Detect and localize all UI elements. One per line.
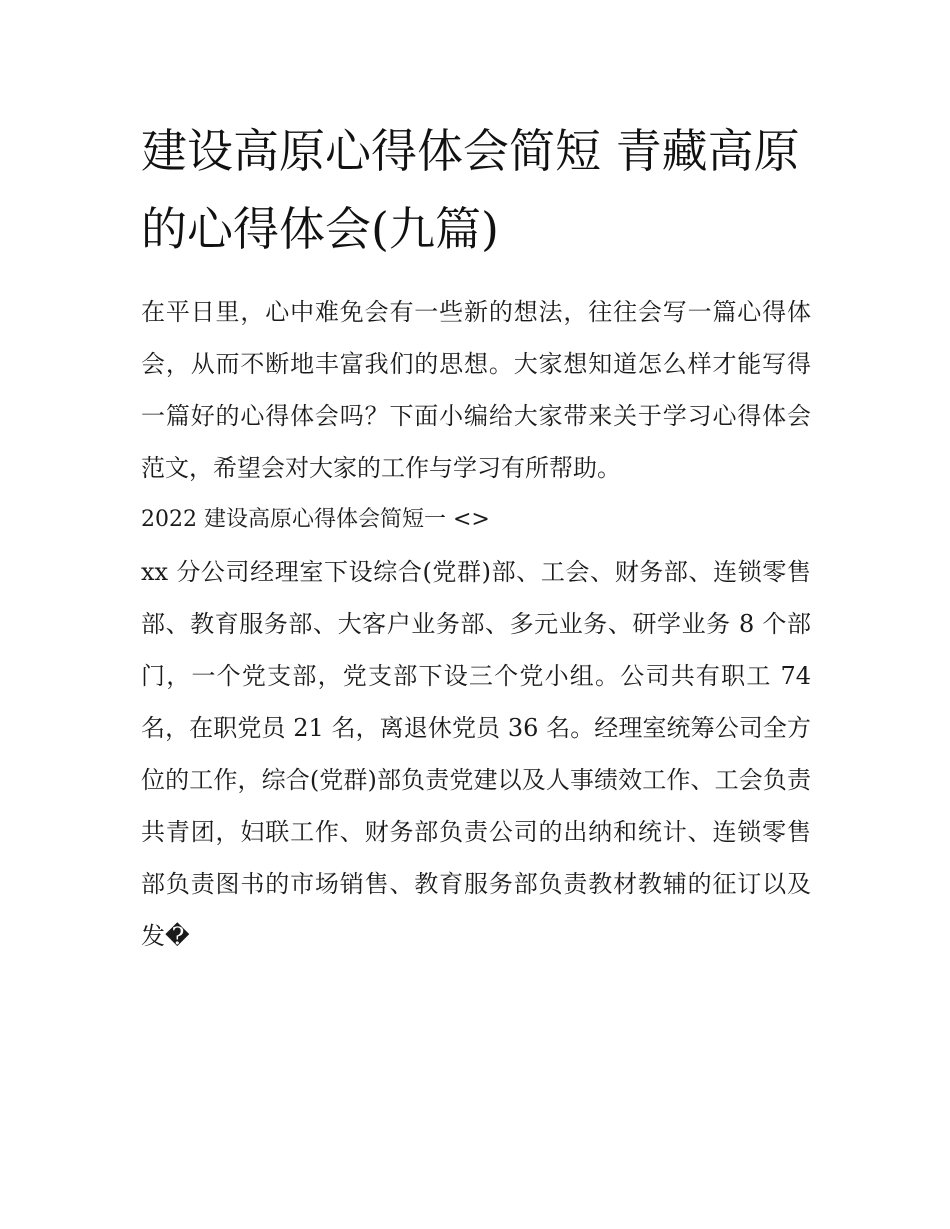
body-paragraph: xx 分公司经理室下设综合(党群)部、工会、财务部、连锁零售部、教育服务部、大客户业务部、多元业务、研学业务 8 个部门，一个党支部，党支部下设三个党小组。公司共有职工 74 名，在职党员 21 名，离退休党员 36 名。经理室统筹公司全方位的工作，综合(党群)部负责党建以及人事绩效工作、工会负责共青团，妇联工作、财务部负责公司的出纳和统计、连锁零售部负责图书的市场销售、教育服务部负责教材教辅的征订以及发� xyxy=(141,558,811,950)
section-heading: 2022 建设高原心得体会简短一 <> xyxy=(141,507,490,532)
intro-paragraph: 在平日里，心中难免会有一些新的想法，往往会写一篇心得体会，从而不断地丰富我们的思想。大家想知道怎么样才能写得一篇好的心得体会吗？下面小编给大家带来关于学习心得体会范文，希望会对大家的工作与学习有所帮助。 xyxy=(141,298,811,482)
document-title: 建设高原心得体会简短 青藏高原的心得体会(九篇) xyxy=(141,124,800,256)
document-content xyxy=(141,112,811,962)
